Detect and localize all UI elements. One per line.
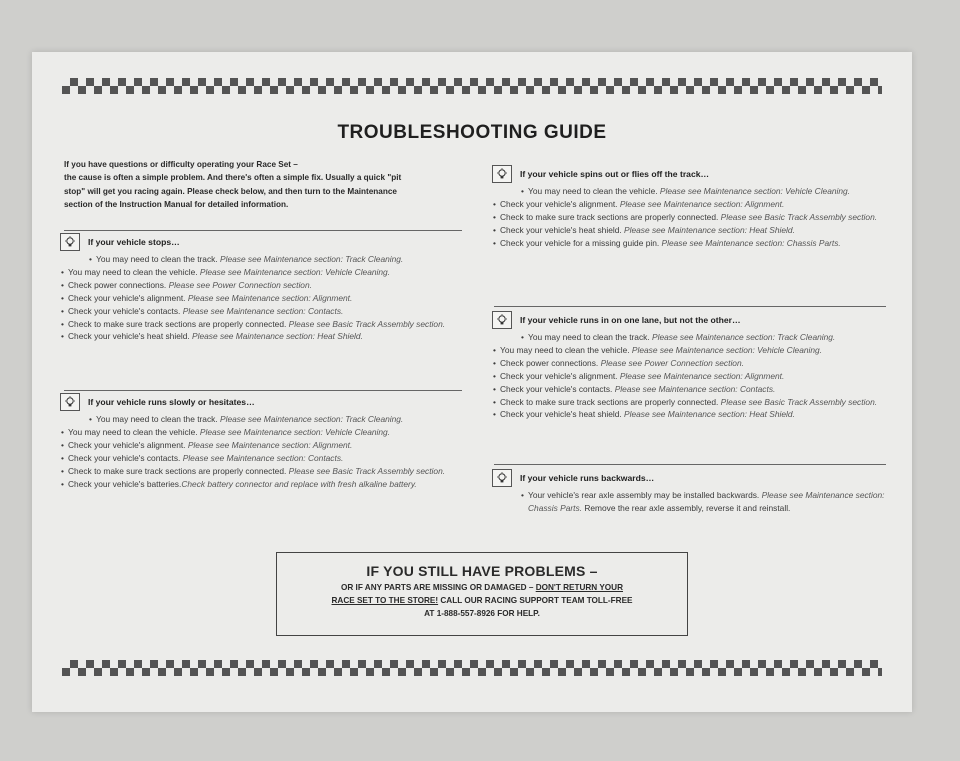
item-text: Check your vehicle for a missing guide pin. [500, 237, 662, 248]
item-reference: Please see Maintenance section: Contacts. [182, 305, 344, 316]
item-reference: Please see Maintenance section: Heat Shield. [624, 409, 795, 420]
list-item [492, 396, 892, 409]
intro-line: the cause is often a simple problem. And there's often a simple fix. Usually a quick "pit [64, 173, 402, 183]
list-item [60, 305, 460, 318]
support-heading: IF YOU STILL HAVE PROBLEMS – [366, 563, 598, 579]
item-text: You may need to clean the vehicle. [68, 266, 200, 277]
section-one-lane [492, 310, 892, 421]
item-text: Check your vehicle's heat shield. [500, 409, 625, 420]
intro-paragraph [64, 158, 464, 211]
list-item [60, 266, 460, 279]
list-item [492, 237, 892, 250]
item-reference: Please see Maintenance section: Heat Shield. [192, 331, 363, 342]
list-item [60, 253, 460, 266]
item-reference: Please see Basic Track Assembly section. [288, 465, 446, 476]
item-reference: Please see Maintenance section: Heat Shield. [624, 224, 795, 235]
list-item [492, 408, 892, 421]
section-title: If your vehicle stops… [88, 236, 180, 247]
support-line: OR IF ANY PARTS ARE MISSING OR DAMAGED – [340, 583, 536, 592]
section-title: If your vehicle runs slowly or hesitates… [88, 396, 255, 407]
item-text: Check your vehicle's alignment. [68, 292, 188, 303]
item-text: Check your vehicle's alignment. [500, 370, 620, 381]
list-item [60, 452, 460, 465]
section-title: If your vehicle spins out or flies off the track… [520, 168, 710, 179]
intro-line: stop" will get you racing again. Please check below, and then turn to the Maintenance [64, 186, 397, 196]
section-divider [494, 464, 886, 465]
item-text: Check to make sure track sections are properly connected. [500, 211, 721, 222]
intro-line: If you have questions or difficulty operating your Race Set – [64, 160, 298, 169]
list-item [60, 439, 460, 452]
list-item [60, 426, 460, 439]
list-item [60, 413, 460, 426]
item-text-tail: Remove the rear axle assembly, reverse it and reinstall. [582, 502, 791, 513]
item-reference: Please see Maintenance section: Vehicle Cleaning. [199, 266, 391, 277]
item-text: Check your vehicle's heat shield. [500, 224, 625, 235]
item-reference: Please see Maintenance section: Alignment. [619, 370, 785, 381]
item-reference: Please see Maintenance section: Chassis Parts. [528, 490, 885, 513]
item-reference: Please see Maintenance section: Chassis Parts. [661, 237, 841, 248]
item-text: Check your vehicle's heat shield. [68, 331, 193, 342]
checkered-flag-border-bottom [62, 660, 882, 676]
list-item [492, 357, 892, 370]
list-item [492, 224, 892, 237]
item-text: You may need to clean the vehicle. [528, 186, 660, 196]
item-text: Check your vehicle's contacts. [68, 305, 183, 316]
item-text: Check power connections. [68, 279, 169, 290]
item-reference: Check battery connector and replace with fresh alkaline battery. [181, 478, 417, 489]
item-text: You may need to clean the vehicle. [500, 344, 632, 355]
lightbulb-icon [492, 469, 512, 487]
section-title: If your vehicle runs backwards… [520, 472, 655, 483]
item-reference: Please see Maintenance section: Vehicle Cleaning. [199, 426, 391, 437]
item-reference: Please see Maintenance section: Vehicle Cleaning. [631, 344, 823, 355]
item-reference: Please see Basic Track Assembly section. [720, 396, 878, 407]
list-item [492, 211, 892, 224]
list-item [492, 489, 892, 515]
item-reference: Please see Maintenance section: Track Cleaning. [220, 414, 404, 424]
section-spins-out [492, 164, 892, 250]
intro-line: section of the Instruction Manual for detailed information. [64, 199, 289, 209]
item-text: Check to make sure track sections are properly connected. [68, 318, 289, 329]
section-divider [64, 390, 462, 391]
list-item [60, 292, 460, 305]
support-callout-box [276, 552, 688, 636]
item-reference: Please see Maintenance section: Alignment. [187, 292, 353, 303]
list-item [60, 318, 460, 331]
item-reference: Please see Power Connection section. [168, 279, 312, 290]
list-item [492, 370, 892, 383]
section-divider [64, 230, 462, 231]
item-reference: Please see Basic Track Assembly section. [720, 211, 878, 222]
section-runs-slowly [60, 392, 460, 490]
item-reference: Please see Power Connection section. [600, 357, 744, 368]
item-text: Your vehicle's rear axle assembly may be installed backwards. [528, 490, 762, 500]
item-text: Check your vehicle's batteries. [68, 478, 182, 489]
support-line: CALL OUR RACING SUPPORT TEAM TOLL-FREE [438, 596, 633, 605]
support-line-underlined: RACE SET TO THE STORE! [331, 596, 439, 605]
item-reference: Please see Maintenance section: Track Cleaning. [652, 332, 836, 342]
item-reference: Please see Maintenance section: Contacts. [614, 383, 776, 394]
lightbulb-icon [492, 311, 512, 329]
list-item [492, 198, 892, 211]
list-item [492, 331, 892, 344]
support-text [277, 581, 687, 620]
item-text: You may need to clean the track. [96, 414, 220, 424]
lightbulb-icon [60, 393, 80, 411]
item-text: Check your vehicle's contacts. [68, 452, 183, 463]
item-reference: Please see Maintenance section: Vehicle Cleaning. [659, 186, 851, 196]
item-text: Check power connections. [500, 357, 601, 368]
item-reference: Please see Maintenance section: Track Cleaning. [220, 254, 404, 264]
item-reference: Please see Maintenance section: Alignment. [187, 439, 353, 450]
item-text: Check your vehicle's contacts. [500, 383, 615, 394]
support-phone: AT 1-888-557-8926 FOR HELP. [424, 609, 540, 618]
lightbulb-icon [492, 165, 512, 183]
list-item [60, 465, 460, 478]
list-item [60, 279, 460, 292]
section-divider [494, 306, 886, 307]
item-text: Check to make sure track sections are properly connected. [500, 396, 721, 407]
list-item [60, 478, 460, 491]
section-runs-backwards [492, 468, 892, 515]
section-title: If your vehicle runs in on one lane, but not the other… [520, 314, 741, 325]
section-vehicle-stops [60, 232, 460, 343]
list-item [492, 185, 892, 198]
item-text: You may need to clean the track. [528, 332, 652, 342]
checkered-flag-border-top [62, 78, 882, 94]
item-reference: Please see Basic Track Assembly section. [288, 318, 446, 329]
item-text: You may need to clean the vehicle. [68, 426, 200, 437]
item-text: Check your vehicle's alignment. [68, 439, 188, 450]
list-item [492, 344, 892, 357]
item-text: Check your vehicle's alignment. [500, 198, 620, 209]
item-reference: Please see Maintenance section: Contacts. [182, 452, 344, 463]
list-item [60, 330, 460, 343]
item-text: You may need to clean the track. [96, 254, 220, 264]
lightbulb-icon [60, 233, 80, 251]
support-line-underlined: DON'T RETURN YOUR [535, 583, 623, 592]
item-reference: Please see Maintenance section: Alignment. [619, 198, 785, 209]
page-title: TROUBLESHOOTING GUIDE [337, 122, 607, 143]
item-text: Check to make sure track sections are properly connected. [68, 465, 289, 476]
list-item [492, 383, 892, 396]
manual-page [32, 52, 912, 712]
